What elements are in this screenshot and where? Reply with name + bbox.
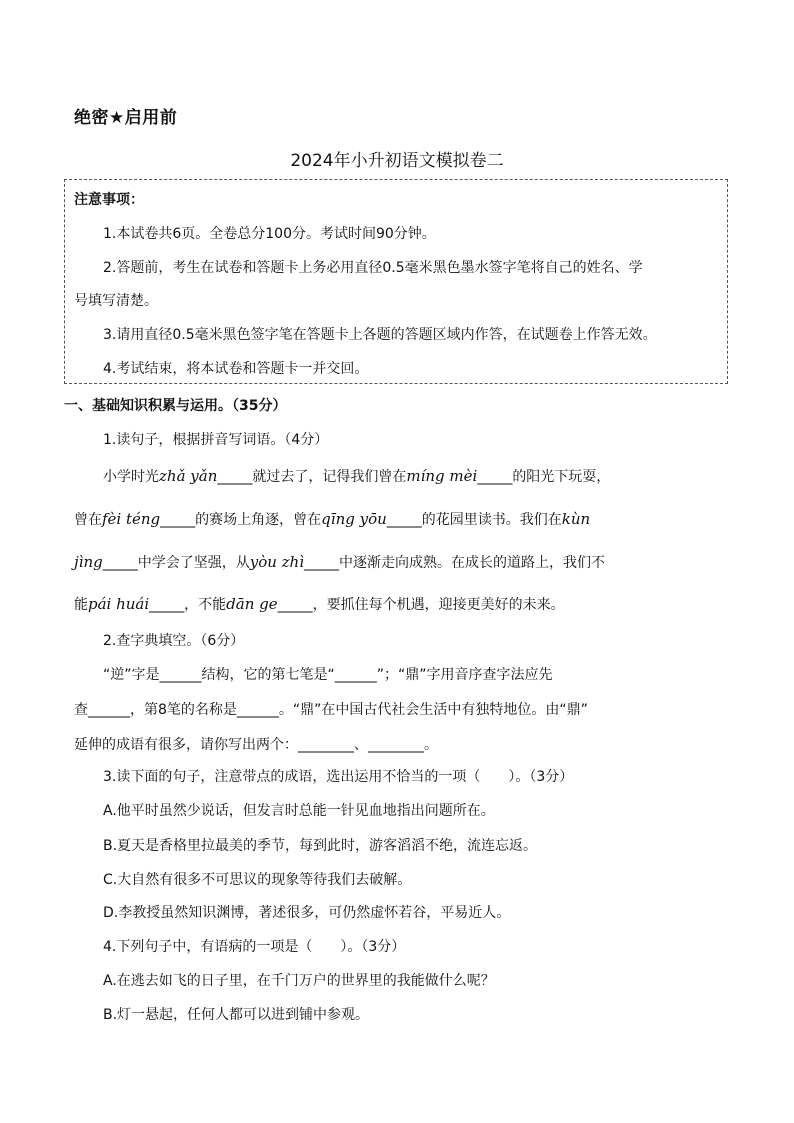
pinyin: jìng <box>74 553 103 571</box>
q4-option-a: A.在逃去如飞的日子里，在千门万户的世界里的我能做什么呢？ <box>103 973 495 989</box>
q1-line-1 <box>103 466 610 487</box>
pinyin: yòu zhì <box>249 553 305 571</box>
notice-item-2: 2.答题前，考生在试卷和答题卡上务必用直径0.5毫米黑色墨水签字笔将自己的姓名、学 <box>103 260 643 276</box>
notice-box <box>64 179 728 384</box>
text: _____，要抓住每个机遇，迎接更美好的未来。 <box>277 597 565 613</box>
text: _____中逐渐走向成熟。在成长的道路上，我们不 <box>304 555 606 571</box>
notice-heading: 注意事项： <box>74 192 144 208</box>
text: 小学时光 <box>103 469 159 485</box>
q4-prompt: 4.下列句子中，有语病的一项是（ ）。（3分） <box>103 939 406 955</box>
text: _____的花园里读书。我们在 <box>386 512 562 528</box>
text: _____中学会了坚强，从 <box>102 555 250 571</box>
q1-line-3 <box>74 552 605 573</box>
pinyin: pái huái <box>88 595 150 613</box>
notice-item-4: 4.考试结束，将本试卷和答题卡一并交回。 <box>103 361 369 377</box>
q2-line-3: 延伸的成语有很多，请你写出两个：________、________。 <box>74 737 438 753</box>
notice-item-3: 3.请用直径0.5毫米黑色签字笔在答题卡上各题的答题区域内作答，在试题卷上作答无效。 <box>103 327 657 343</box>
q4-option-b: B.灯一悬起，任何人都可以进到铺中参观。 <box>103 1007 370 1023</box>
pinyin: kùn <box>561 510 591 528</box>
q2-line-2: 查______，第8笔的名称是______。“鼎”在中国古代社会生活中有独特地位。由“鼎” <box>74 702 588 718</box>
q3-option-d: D.李教授虽然知识渊博，著述很多，可仍然虚怀若谷，平易近人。 <box>103 905 511 921</box>
q3-option-a: A.他平时虽然少说话，但发言时总能一针见血地指出问题所在。 <box>103 803 495 819</box>
section-heading: 一、基础知识积累与运用。（35分） <box>64 398 287 414</box>
q2-line-1: “逆”字是______结构，它的第七笔是“______”；“鼎”字用音序查字法应先 <box>103 667 553 683</box>
confidential-label: 绝密★启用前 <box>74 108 178 128</box>
text: _____的阳光下玩耍， <box>477 469 611 485</box>
q3-prompt: 3.读下面的句子，注意带点的成语，选出运用不恰当的一项（ ）。（3分） <box>103 769 574 785</box>
pinyin: dān ge <box>226 595 278 613</box>
q1-line-4 <box>74 594 565 615</box>
text: 能 <box>74 597 88 613</box>
pinyin: fèi téng <box>102 510 161 528</box>
text: 曾在 <box>74 512 102 528</box>
q1-prompt: 1.读句子，根据拼音写词语。（4分） <box>103 432 329 448</box>
q2-prompt: 2.查字典填空。（6分） <box>103 633 245 649</box>
text: _____就过去了，记得我们曾在 <box>217 469 407 485</box>
pinyin: zhǎ yǎn <box>159 467 218 485</box>
pinyin: qīng yōu <box>321 510 387 528</box>
notice-item-1: 1.本试卷共6页。全卷总分100分。考试时间90分钟。 <box>103 226 436 242</box>
q1-line-2 <box>74 509 590 530</box>
exam-title: 2024年小升初语文模拟卷二 <box>290 151 504 171</box>
q3-option-b: B.夏天是香格里拉最美的季节，每到此时，游客滔滔不绝，流连忘返。 <box>103 838 538 854</box>
text: _____，不能 <box>149 597 227 613</box>
text: _____的赛场上角逐，曾在 <box>160 512 322 528</box>
notice-item-2-cont: 号填写清楚。 <box>74 293 158 309</box>
pinyin: míng mèi <box>406 467 478 485</box>
q3-option-c: C.大自然有很多不可思议的现象等待我们去破解。 <box>103 872 412 888</box>
